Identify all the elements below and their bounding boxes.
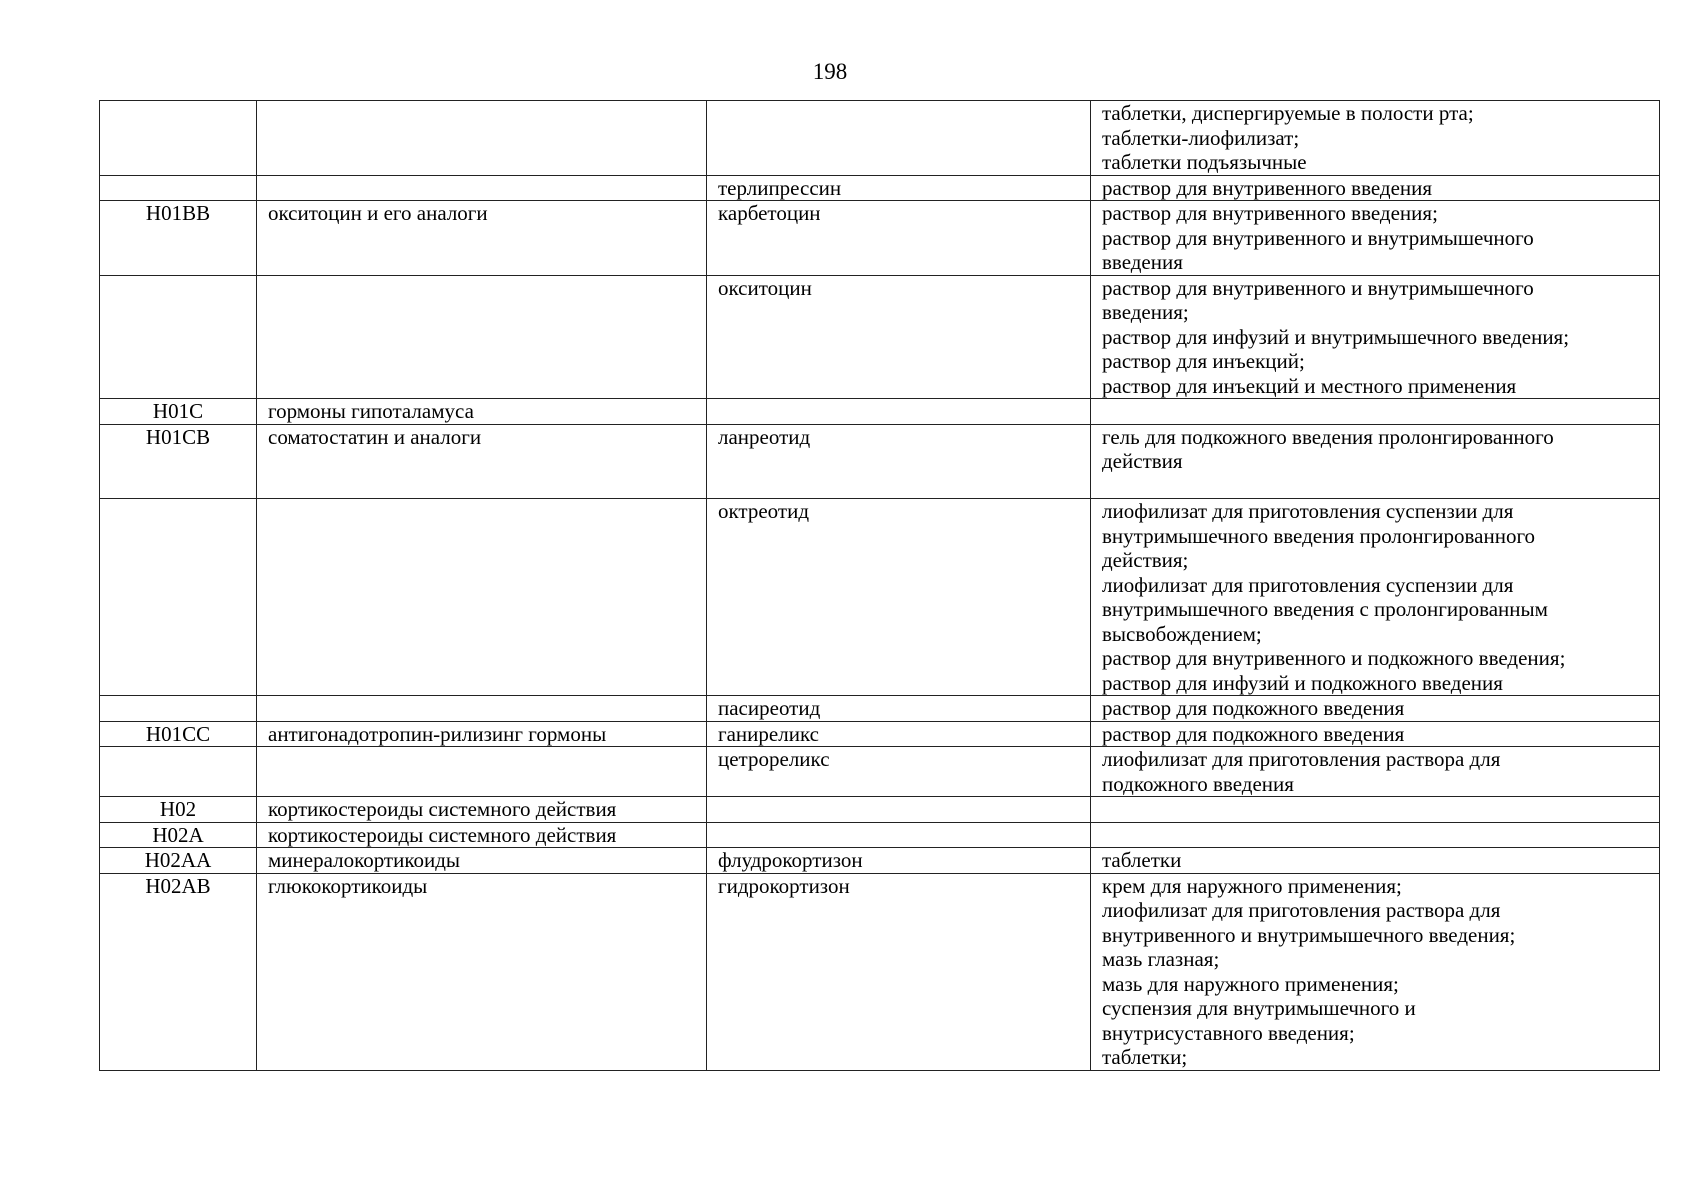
table-row: [100, 275, 1660, 399]
atc-group-cell: антигонадотропин-рилизинг гормоны: [257, 721, 707, 747]
atc-group-cell: [257, 275, 707, 399]
dosage-form-line: гель для подкожного введения пролонгированного: [1102, 424, 1554, 449]
atc-code-cell: [100, 101, 257, 176]
atc-code-cell: H01CB: [100, 424, 257, 499]
drug-name-cell: [707, 399, 1091, 425]
atc-group-cell: глюкокортикоиды: [257, 873, 707, 1070]
atc-group-cell: окситоцин и его аналоги: [257, 201, 707, 276]
dosage-form-line: раствор для внутривенного введения: [1102, 175, 1433, 200]
dosage-form-line: мазь глазная;: [1102, 947, 1220, 971]
atc-group-cell: [257, 499, 707, 696]
dosage-forms-cell: [1091, 797, 1660, 823]
dosage-form-line: раствор для внутривенного введения;: [1102, 201, 1438, 225]
drug-name-cell: октреотид: [707, 499, 1091, 696]
table-row: [100, 175, 1660, 201]
table-body: [100, 101, 1660, 1071]
dosage-form-line: таблетки, диспергируемые в полости рта;: [1102, 101, 1474, 125]
dosage-form-line: внутривенного и внутримышечного введения;: [1102, 922, 1516, 947]
dosage-form-line: раствор для инъекций и местного применения: [1102, 373, 1517, 398]
dosage-form-line: лиофилизат для приготовления раствора для: [1102, 898, 1501, 922]
atc-code-cell: H01C: [100, 399, 257, 425]
dosage-form-line: лиофилизат для приготовления суспензии для: [1102, 572, 1514, 597]
dosage-form-line: раствор для внутривенного и внутримышечного: [1102, 275, 1534, 300]
dosage-form-line: введения;: [1102, 300, 1189, 324]
dosage-forms-cell: [1091, 201, 1660, 276]
dosage-form-line: [1102, 474, 1649, 499]
table-row: [100, 696, 1660, 722]
dosage-form-line: внутримышечного введения с пролонгированным: [1102, 597, 1548, 621]
dosage-form-line: таблетки;: [1102, 1045, 1188, 1069]
dosage-forms-cell: [1091, 499, 1660, 696]
drug-table: [99, 100, 1660, 1071]
table-row: [100, 201, 1660, 276]
drug-name-cell: [707, 822, 1091, 848]
dosage-forms-cell: [1091, 399, 1660, 425]
table-row: [100, 101, 1660, 176]
dosage-form-line: таблетки подъязычные: [1102, 150, 1307, 174]
dosage-form-line: лиофилизат для приготовления суспензии для: [1102, 499, 1514, 523]
atc-group-cell: [257, 747, 707, 797]
dosage-forms-cell: [1091, 696, 1660, 722]
drug-name-cell: [707, 797, 1091, 823]
drug-name-cell: ланреотид: [707, 424, 1091, 499]
dosage-form-line: суспензия для внутримышечного и: [1102, 996, 1416, 1020]
dosage-form-line: действия;: [1102, 548, 1189, 572]
table-row: [100, 399, 1660, 425]
drug-name-cell: ганиреликс: [707, 721, 1091, 747]
atc-group-cell: [257, 175, 707, 201]
atc-group-cell: [257, 696, 707, 722]
atc-code-cell: H01CC: [100, 721, 257, 747]
drug-name-cell: [707, 101, 1091, 176]
dosage-form-line: раствор для внутривенного и подкожного введения;: [1102, 646, 1566, 670]
table-row: [100, 873, 1660, 1070]
atc-code-cell: [100, 275, 257, 399]
dosage-forms-cell: [1091, 101, 1660, 176]
table-row: [100, 822, 1660, 848]
dosage-form-line: раствор для инфузий и внутримышечного введения;: [1102, 324, 1570, 349]
table-row: [100, 848, 1660, 874]
dosage-form-line: лиофилизат для приготовления раствора для: [1102, 747, 1501, 771]
atc-code-cell: [100, 175, 257, 201]
dosage-form-line: таблетки-лиофилизат;: [1102, 125, 1300, 150]
dosage-form-line: мазь для наружного применения;: [1102, 971, 1399, 996]
atc-code-cell: [100, 499, 257, 696]
dosage-form-line: раствор для инъекций;: [1102, 349, 1305, 373]
atc-group-cell: кортикостероиды системного действия: [257, 797, 707, 823]
drug-name-cell: цетрореликс: [707, 747, 1091, 797]
atc-group-cell: [257, 101, 707, 176]
atc-code-cell: H02AB: [100, 873, 257, 1070]
dosage-forms-cell: [1091, 822, 1660, 848]
dosage-form-line: действия: [1102, 449, 1183, 473]
atc-group-cell: соматостатин и аналоги: [257, 424, 707, 499]
atc-group-cell: кортикостероиды системного действия: [257, 822, 707, 848]
atc-code-cell: [100, 696, 257, 722]
dosage-forms-cell: [1091, 424, 1660, 499]
atc-group-cell: минералокортикоиды: [257, 848, 707, 874]
dosage-form-line: раствор для подкожного введения: [1102, 696, 1405, 720]
table-row: [100, 499, 1660, 696]
dosage-form-line: раствор для подкожного введения: [1102, 721, 1405, 746]
dosage-form-line: раствор для внутривенного и внутримышечного: [1102, 225, 1534, 250]
table-row: [100, 797, 1660, 823]
dosage-form-line: высвобождением;: [1102, 621, 1262, 646]
dosage-form-line: раствор для инфузий и подкожного введения: [1102, 670, 1503, 695]
dosage-form-line: внутрисуставного введения;: [1102, 1020, 1355, 1045]
dosage-forms-cell: [1091, 275, 1660, 399]
drug-name-cell: флудрокортизон: [707, 848, 1091, 874]
drug-name-cell: гидрокортизон: [707, 873, 1091, 1070]
dosage-forms-cell: [1091, 175, 1660, 201]
drug-name-cell: карбетоцин: [707, 201, 1091, 276]
dosage-forms-cell: [1091, 848, 1660, 874]
drug-name-cell: окситоцин: [707, 275, 1091, 399]
atc-code-cell: H02A: [100, 822, 257, 848]
table-row: [100, 747, 1660, 797]
drug-name-cell: пасиреотид: [707, 696, 1091, 722]
table-row: [100, 424, 1660, 499]
atc-code-cell: H02AA: [100, 848, 257, 874]
dosage-form-line: крем для наружного применения;: [1102, 873, 1402, 898]
dosage-form-line: таблетки: [1102, 848, 1182, 872]
atc-code-cell: H02: [100, 797, 257, 823]
atc-code-cell: [100, 747, 257, 797]
dosage-form-line: введения: [1102, 250, 1183, 274]
atc-code-cell: H01BB: [100, 201, 257, 276]
atc-group-cell: гормоны гипоталамуса: [257, 399, 707, 425]
dosage-forms-cell: [1091, 873, 1660, 1070]
dosage-forms-cell: [1091, 747, 1660, 797]
dosage-form-line: подкожного введения: [1102, 771, 1294, 796]
table-row: [100, 721, 1660, 747]
dosage-forms-cell: [1091, 721, 1660, 747]
drug-name-cell: терлипрессин: [707, 175, 1091, 201]
page-number: 198: [812, 59, 848, 84]
dosage-form-line: внутримышечного введения пролонгированного: [1102, 523, 1536, 548]
